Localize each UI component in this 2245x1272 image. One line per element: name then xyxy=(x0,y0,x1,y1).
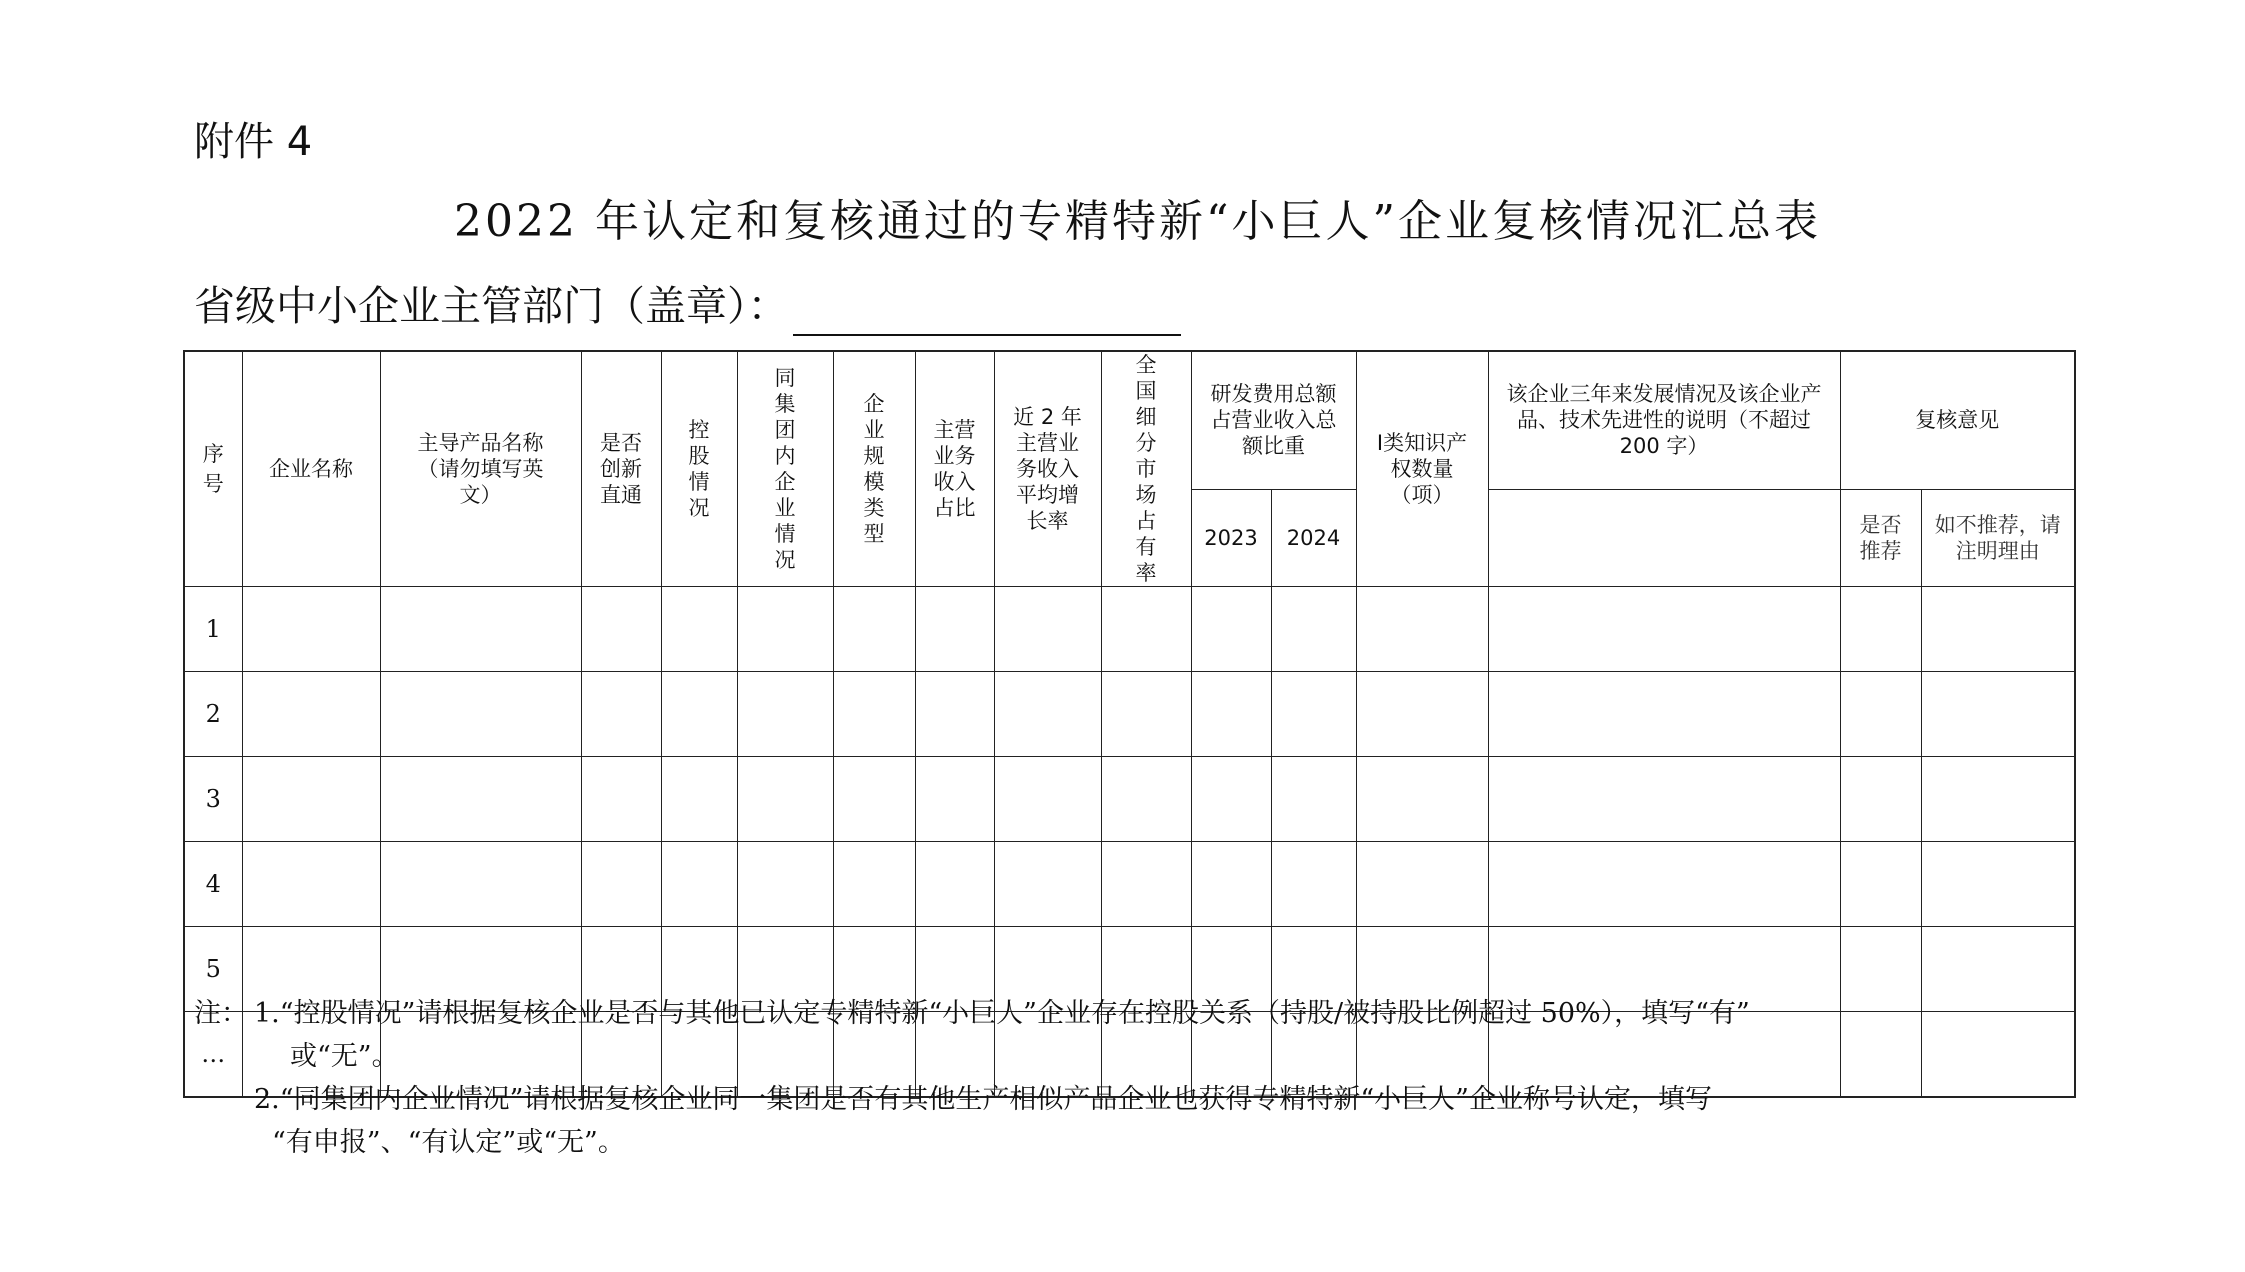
cell-main-income-ratio[interactable] xyxy=(915,587,994,672)
cell-recommend[interactable] xyxy=(1840,587,1921,672)
cell-scale[interactable] xyxy=(833,757,915,842)
header-company-name: 企业名称 xyxy=(242,351,380,587)
header-market-share: 全国细分市场占有率 xyxy=(1101,351,1191,587)
cell-main-income-ratio[interactable] xyxy=(915,842,994,927)
cell-growth-rate[interactable] xyxy=(994,757,1101,842)
cell-recommend[interactable] xyxy=(1840,842,1921,927)
cell-growth-rate[interactable] xyxy=(994,587,1101,672)
row-number: 1 xyxy=(184,587,242,672)
cell-innovation[interactable] xyxy=(581,842,661,927)
department-field xyxy=(194,276,1181,336)
cell-main-product[interactable] xyxy=(380,672,581,757)
cell-growth-rate[interactable] xyxy=(994,672,1101,757)
header-main-income-ratio: 主营业务收入占比 xyxy=(915,351,994,587)
header-growth-rate: 近 2 年主营业务收入平均增长率 xyxy=(994,351,1101,587)
cell-main-product[interactable] xyxy=(380,842,581,927)
row-number: … xyxy=(184,1012,242,1098)
cell-reason[interactable] xyxy=(1921,587,2075,672)
cell-development[interactable] xyxy=(1488,672,1840,757)
note-2-text: 2.“同集团内企业情况”请根据复核企业同一集团是否有其他生产相似产品企业也获得专精特新“小巨人”企业称号认定，填写 xyxy=(254,1084,1712,1115)
cell-rd-2024[interactable] xyxy=(1271,757,1356,842)
cell-holding[interactable] xyxy=(661,842,737,927)
cell-rd-2023[interactable] xyxy=(1191,757,1271,842)
cell-company-name[interactable] xyxy=(242,672,380,757)
cell-group[interactable] xyxy=(737,757,833,842)
header-main-product: 主导产品名称（请勿填写英文） xyxy=(380,351,581,587)
row-number: 4 xyxy=(184,842,242,927)
note-2-continuation: “有申报”、“有认定”或“无”。 xyxy=(272,1127,625,1158)
notes-section xyxy=(194,992,2074,1164)
note-2 xyxy=(194,1078,2074,1121)
cell-rd-2023[interactable] xyxy=(1191,842,1271,927)
header-no: 序号 xyxy=(184,351,242,587)
header-year-2024: 2024 xyxy=(1271,489,1356,586)
cell-market-share[interactable] xyxy=(1101,587,1191,672)
cell-scale[interactable] xyxy=(833,672,915,757)
header-innovation: 是否创新直通 xyxy=(581,351,661,587)
cell-scale[interactable] xyxy=(833,842,915,927)
cell-development[interactable] xyxy=(1488,842,1840,927)
cell-recommend[interactable] xyxy=(1840,757,1921,842)
cell-main-income-ratio[interactable] xyxy=(915,672,994,757)
row-number: 5 xyxy=(184,927,242,1012)
cell-holding[interactable] xyxy=(661,587,737,672)
department-blank-line xyxy=(793,282,1181,336)
department-label: 省级中小企业主管部门（盖章）： xyxy=(194,282,789,330)
cell-reason[interactable] xyxy=(1921,842,2075,927)
note-1-text: 1.“控股情况”请根据复核企业是否与其他已认定专精特新“小巨人”企业存在控股关系（持股/被持股比例超过 50%），填写“有” xyxy=(254,998,1750,1029)
header-review: 复核意见 xyxy=(1840,351,2075,489)
cell-innovation[interactable] xyxy=(581,757,661,842)
cell-market-share[interactable] xyxy=(1101,842,1191,927)
cell-recommend[interactable] xyxy=(1840,672,1921,757)
header-holding: 控股情况 xyxy=(661,351,737,587)
cell-company-name[interactable] xyxy=(242,842,380,927)
cell-company-name[interactable] xyxy=(242,587,380,672)
header-development: 该企业三年来发展情况及该企业产品、技术先进性的说明（不超过 200 字） xyxy=(1488,351,1840,489)
cell-growth-rate[interactable] xyxy=(994,842,1101,927)
cell-main-product[interactable] xyxy=(380,757,581,842)
cell-group[interactable] xyxy=(737,842,833,927)
attachment-label: 附件 4 xyxy=(194,119,313,165)
cell-main-income-ratio[interactable] xyxy=(915,757,994,842)
cell-ip-count[interactable] xyxy=(1356,587,1488,672)
cell-group[interactable] xyxy=(737,672,833,757)
cell-ip-count[interactable] xyxy=(1356,842,1488,927)
summary-table xyxy=(183,350,2076,1098)
header-scale: 企业规模类型 xyxy=(833,351,915,587)
cell-market-share[interactable] xyxy=(1101,757,1191,842)
notes-prefix: 注： xyxy=(194,998,248,1029)
cell-rd-2023[interactable] xyxy=(1191,587,1271,672)
table-row xyxy=(184,757,2075,842)
cell-development[interactable] xyxy=(1488,587,1840,672)
header-ip-count: Ⅰ类知识产权数量（项） xyxy=(1356,351,1488,587)
cell-company-name[interactable] xyxy=(242,757,380,842)
cell-rd-2023[interactable] xyxy=(1191,672,1271,757)
cell-reason[interactable] xyxy=(1921,672,2075,757)
cell-innovation[interactable] xyxy=(581,672,661,757)
cell-ip-count[interactable] xyxy=(1356,672,1488,757)
cell-market-share[interactable] xyxy=(1101,672,1191,757)
cell-innovation[interactable] xyxy=(581,587,661,672)
cell-rd-2024[interactable] xyxy=(1271,672,1356,757)
header-recommend: 是否推荐 xyxy=(1840,489,1921,586)
cell-group[interactable] xyxy=(737,587,833,672)
cell-holding[interactable] xyxy=(661,672,737,757)
cell-rd-2024[interactable] xyxy=(1271,842,1356,927)
row-number: 2 xyxy=(184,672,242,757)
header-rd-ratio: 研发费用总额占营业收入总额比重 xyxy=(1191,351,1356,489)
cell-holding[interactable] xyxy=(661,757,737,842)
header-year-2023: 2023 xyxy=(1191,489,1271,586)
cell-ip-count[interactable] xyxy=(1356,757,1488,842)
note-1-continuation: 或“无”。 xyxy=(290,1041,399,1072)
cell-scale[interactable] xyxy=(833,587,915,672)
table-row xyxy=(184,587,2075,672)
note-1 xyxy=(194,992,2074,1035)
document-title: 2022 年认定和复核通过的专精特新“小巨人”企业复核情况汇总表 xyxy=(454,196,1821,247)
row-number: 3 xyxy=(184,757,242,842)
header-group: 同集团内企业情况 xyxy=(737,351,833,587)
cell-rd-2024[interactable] xyxy=(1271,587,1356,672)
header-development-blank xyxy=(1488,489,1840,586)
cell-main-product[interactable] xyxy=(380,587,581,672)
table-row xyxy=(184,672,2075,757)
cell-reason[interactable] xyxy=(1921,757,2075,842)
table-row xyxy=(184,842,2075,927)
cell-development[interactable] xyxy=(1488,757,1840,842)
header-reason: 如不推荐，请注明理由 xyxy=(1921,489,2075,586)
